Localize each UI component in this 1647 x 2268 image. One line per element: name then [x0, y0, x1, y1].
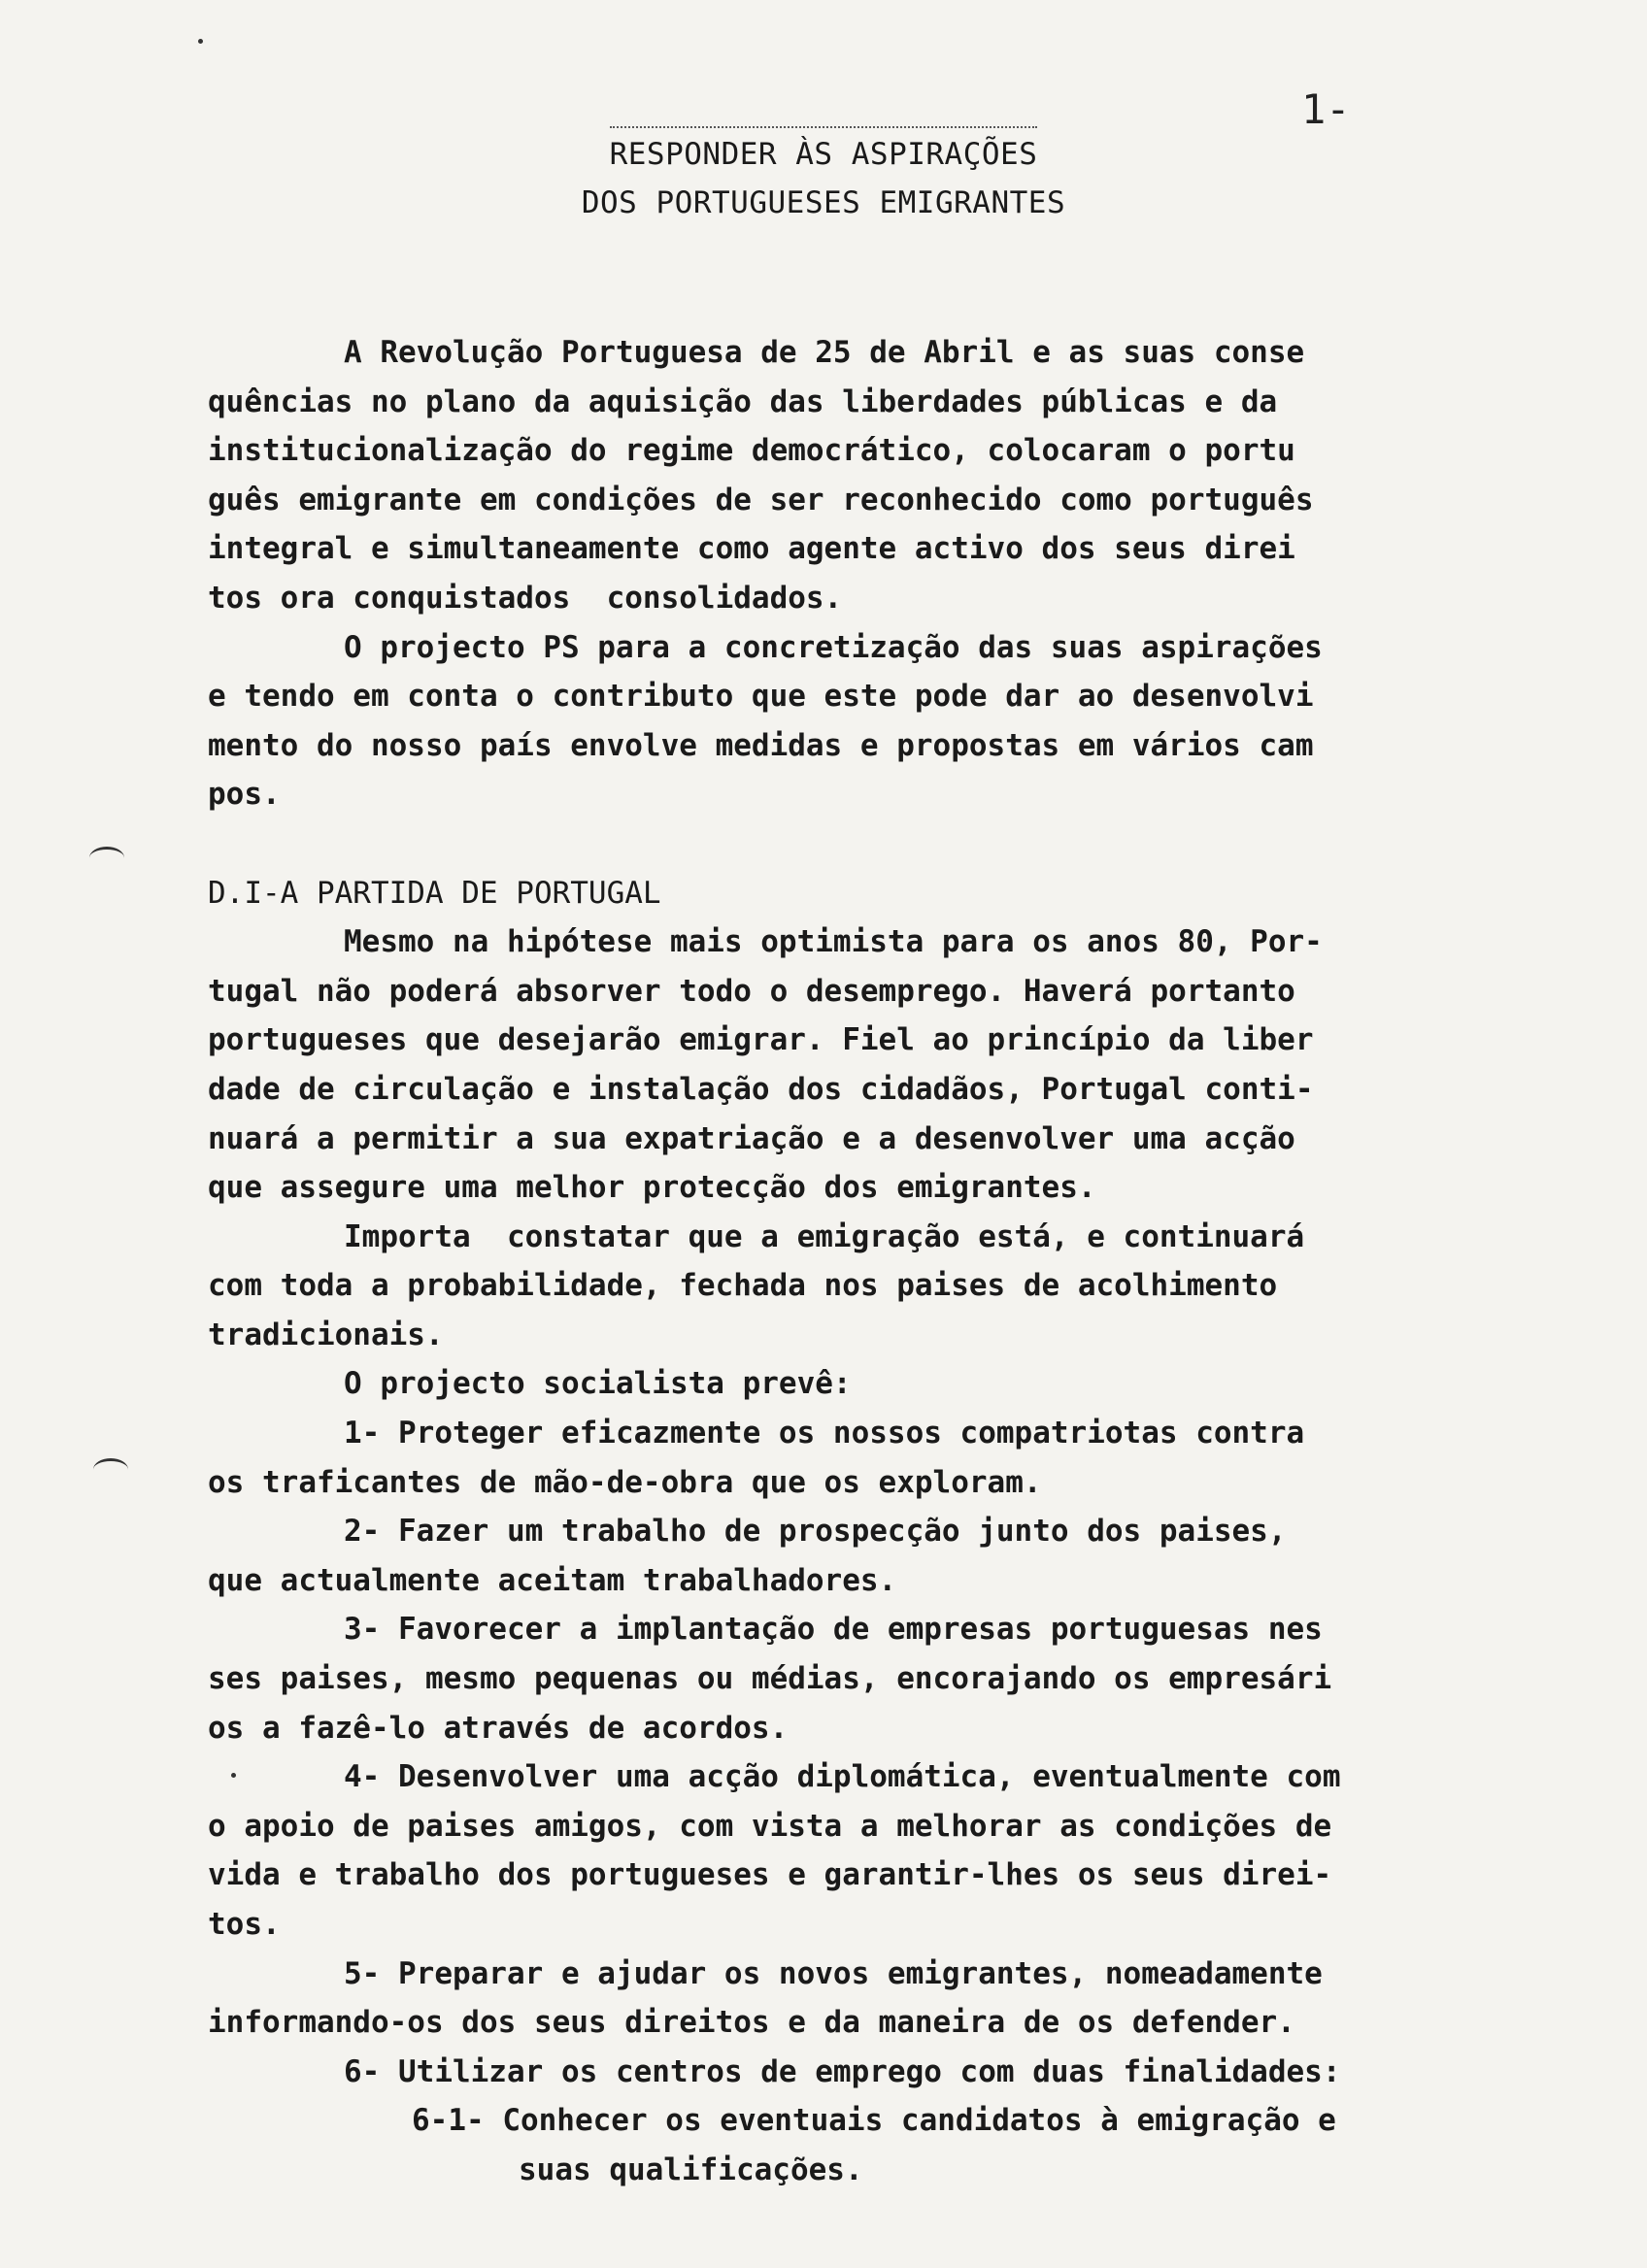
text-line: 1- Proteger eficazmente os nossos compatriotas contra — [344, 1416, 1305, 1451]
punch-hole-mark — [89, 847, 124, 869]
text-line: tos. — [208, 1907, 281, 1942]
speck — [231, 1773, 236, 1778]
text-line: integral e simultaneamente como agente activo dos seus direi — [208, 531, 1295, 567]
text-line: os a fazê-lo através de acordos. — [208, 1710, 789, 1746]
text-line: 6-1- Conhecer os eventuais candidatos à emigração e — [412, 2103, 1336, 2139]
text-line: os traficantes de mão-de-obra que os exploram. — [208, 1464, 1042, 1500]
text-line: que assegure uma melhor protecção dos emigrantes. — [208, 1170, 1096, 1206]
text-line: e tendo em conta o contributo que este pode dar ao desenvolvi — [208, 679, 1314, 715]
text-line: 6- Utilizar os centros de emprego com duas finalidades: — [344, 2053, 1341, 2089]
text-line: dade de circulação e instalação dos cidadãos, Portugal conti- — [208, 1071, 1314, 1107]
text-line: 3- Favorecer a implantação de empresas portuguesas nes — [344, 1612, 1323, 1648]
text-line: 5- Preparar e ajudar os novos emigrantes, nomeadamente — [344, 1955, 1323, 1991]
page-number: 1- — [1301, 85, 1351, 133]
text-line: Importa constatar que a emigração está, e continuará — [344, 1218, 1305, 1254]
text-line: tugal não poderá absorver todo o desemprego. Haverá portanto — [208, 973, 1295, 1009]
text-line: O projecto socialista prevê: — [344, 1366, 852, 1402]
text-line: pos. — [208, 777, 281, 813]
text-line: ses paises, mesmo pequenas ou médias, encorajando os empresári — [208, 1661, 1332, 1697]
text-line: nuará a permitir a sua expatriação e a desenvolver uma acção — [208, 1120, 1295, 1156]
text-line: o apoio de paises amigos, com vista a melhorar as condições de — [208, 1808, 1332, 1844]
title-line-1: RESPONDER ÀS ASPIRAÇÕES — [610, 126, 1038, 179]
text-line: guês emigrante em condições de ser reconhecido como português — [208, 482, 1314, 517]
text-line: institucionalização do regime democrático, colocaram o portu — [208, 433, 1295, 469]
text-line: O projecto PS para a concretização das suas aspirações — [344, 629, 1323, 665]
text-line: portugueses que desejarão emigrar. Fiel ao princípio da liber — [208, 1022, 1314, 1058]
title-line-2: DOS PORTUGUESES EMIGRANTES — [581, 185, 1066, 220]
text-line: 2- Fazer um trabalho de prospecção junto dos paises, — [344, 1514, 1287, 1550]
text-line: D.I-A PARTIDA DE PORTUGAL — [208, 875, 661, 911]
text-line: A Revolução Portuguesa de 25 de Abril e as suas conse — [344, 335, 1305, 370]
speck — [198, 39, 203, 44]
text-line: tos ora conquistados consolidados. — [208, 580, 843, 616]
punch-hole-mark — [93, 1458, 128, 1481]
document-body — [208, 328, 1461, 2195]
text-line: 4- Desenvolver uma acção diplomática, eventualmente com — [344, 1759, 1341, 1795]
text-line: tradicionais. — [208, 1317, 444, 1352]
text-line — [208, 819, 1461, 869]
text-line: com toda a probabilidade, fechada nos paises de acolhimento — [208, 1268, 1278, 1304]
text-line: informando-os dos seus direitos e da maneira de os defender. — [208, 2005, 1295, 2041]
text-line: suas qualificações. — [519, 2151, 863, 2187]
text-line: quências no plano da aquisição das liberdades públicas e da — [208, 384, 1278, 419]
text-line: vida e trabalho dos portugueses e garantir-lhes os seus direi- — [208, 1857, 1332, 1893]
text-line: mento do nosso país envolve medidas e propostas em vários cam — [208, 727, 1314, 763]
document-title — [0, 126, 1647, 227]
text-line: que actualmente aceitam trabalhadores. — [208, 1562, 897, 1598]
text-line: Mesmo na hipótese mais optimista para os anos 80, Por- — [344, 924, 1323, 960]
